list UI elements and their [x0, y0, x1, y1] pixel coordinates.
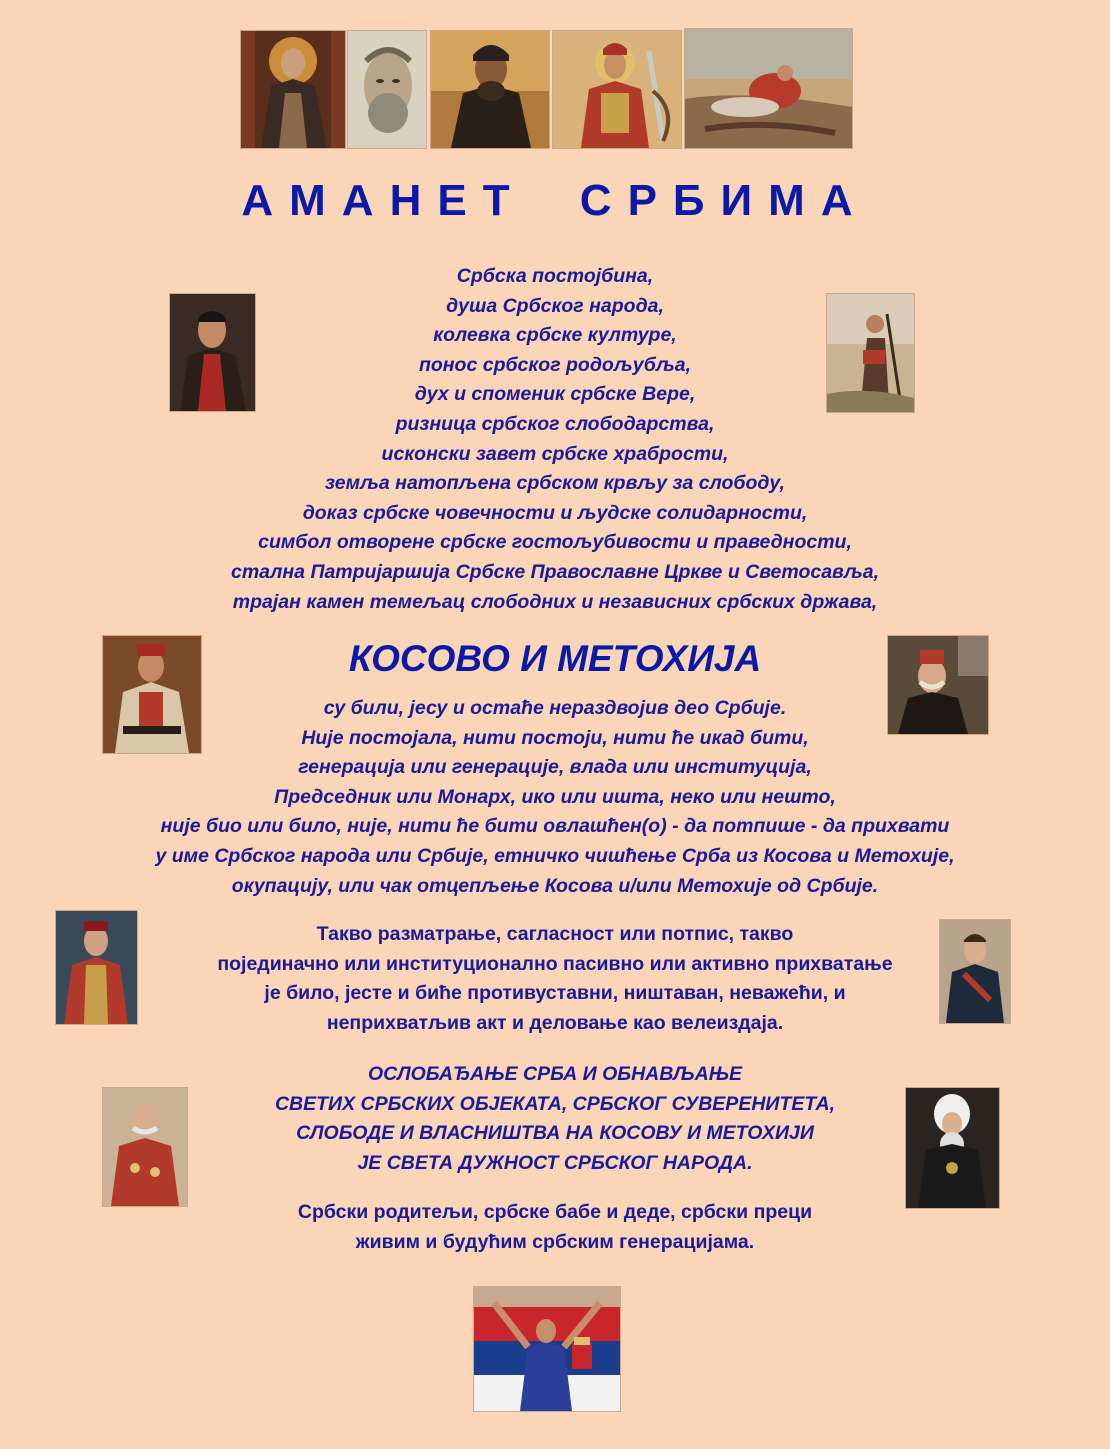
closing-block [0, 1197, 1110, 1257]
poem-line: симбол отворене србске гостољубивости и праведности, [258, 531, 852, 554]
poem-line: доказ србске човечности и људске солидарности, [302, 501, 808, 524]
poem-line: колевка србске културе, [433, 324, 677, 347]
liberation-block [0, 1060, 1110, 1178]
consideration-line: је било, јесте и биће противуставни, ништаван, неважећи, и [264, 982, 846, 1005]
consideration-block [0, 920, 1110, 1038]
declaration-line: није био или било, није, нити ће бити овлашћен(о) - да потпише - да прихвати [160, 815, 950, 838]
closing-line: Србски родитељи, србске бабе и деде, србски преци [297, 1201, 813, 1223]
banner-image-warrior-portrait [431, 31, 549, 148]
poem-line: понос србског родољубља, [418, 353, 692, 376]
consideration-line: неприхватљив акт и деловање као велеиздаја. [326, 1011, 784, 1034]
liberation-line: СЛОБОДЕ И ВЛАСНИШТВА НА КОСОВУ И МЕТОХИЈИ [296, 1122, 814, 1145]
banner-image-saint-with-sword [553, 31, 681, 148]
closing-line: живим и будућим србским генерацијама. [355, 1231, 755, 1253]
declaration-block [0, 694, 1110, 901]
poem-line: дух и споменик србске Вере, [414, 383, 696, 406]
liberation-line: ОСЛОБАЂАЊЕ СРБА И ОБНАВЉАЊЕ [367, 1063, 743, 1085]
declaration-line: Председник или Монарх, ико или ишта, неко или нешто, [274, 785, 836, 808]
banner-image-fresco-face [348, 31, 426, 148]
poem-line: Србска постојбина, [456, 265, 654, 287]
poem-line: трајан камен темељац слободних и независних србских држава, [232, 590, 878, 613]
poem-line: исконски завет србске храбрости, [381, 442, 729, 465]
declaration-line: су били, јесу и остаће нераздвојив део Србије. [323, 697, 787, 719]
poem-line: ризница србског слободарства, [395, 412, 715, 435]
poem-block [0, 262, 1110, 617]
page-title: АМАНЕТ СРБИМА [241, 176, 869, 225]
banner-image-saint-icon [241, 31, 345, 148]
liberation-line: СВЕТИХ СРБСКИХ ОБЈЕКАТА, СРБСКОГ СУВЕРЕНИТЕТА, [274, 1092, 836, 1115]
banner-image-battlefield-painting [685, 29, 852, 148]
liberation-line: ЈЕ СВЕТА ДУЖНОСТ СРБСКОГ НАРОДА. [357, 1151, 753, 1174]
bottom-image-athlete-with-flag [474, 1287, 620, 1411]
kosovo-heading: КОСОВО И МЕТОХИЈА [348, 638, 762, 679]
consideration-line: појединачно или институционално пасивно или активно прихватање [217, 952, 893, 975]
declaration-line: Није постојала, нити постоји, нити ће икад бити, [301, 726, 809, 749]
declaration-line: генерација или генерације, влада или институција, [298, 756, 812, 779]
consideration-line: Такво разматрање, сагласност или потпис, такво [316, 923, 794, 945]
declaration-line: окупацију, или чак отцепљење Косова и/или Метохије од Србије. [231, 874, 879, 897]
poem-line: стална Патријаршија Србске Православне Цркве и Светосавља, [231, 560, 879, 583]
poem-line: душа Србског народа, [446, 294, 664, 317]
declaration-line: у име Србског народа или Србије, етничко чишћење Срба из Косова и Метохије, [155, 844, 955, 867]
poem-line: земља натопљена србском крвљу за слободу, [325, 472, 785, 495]
